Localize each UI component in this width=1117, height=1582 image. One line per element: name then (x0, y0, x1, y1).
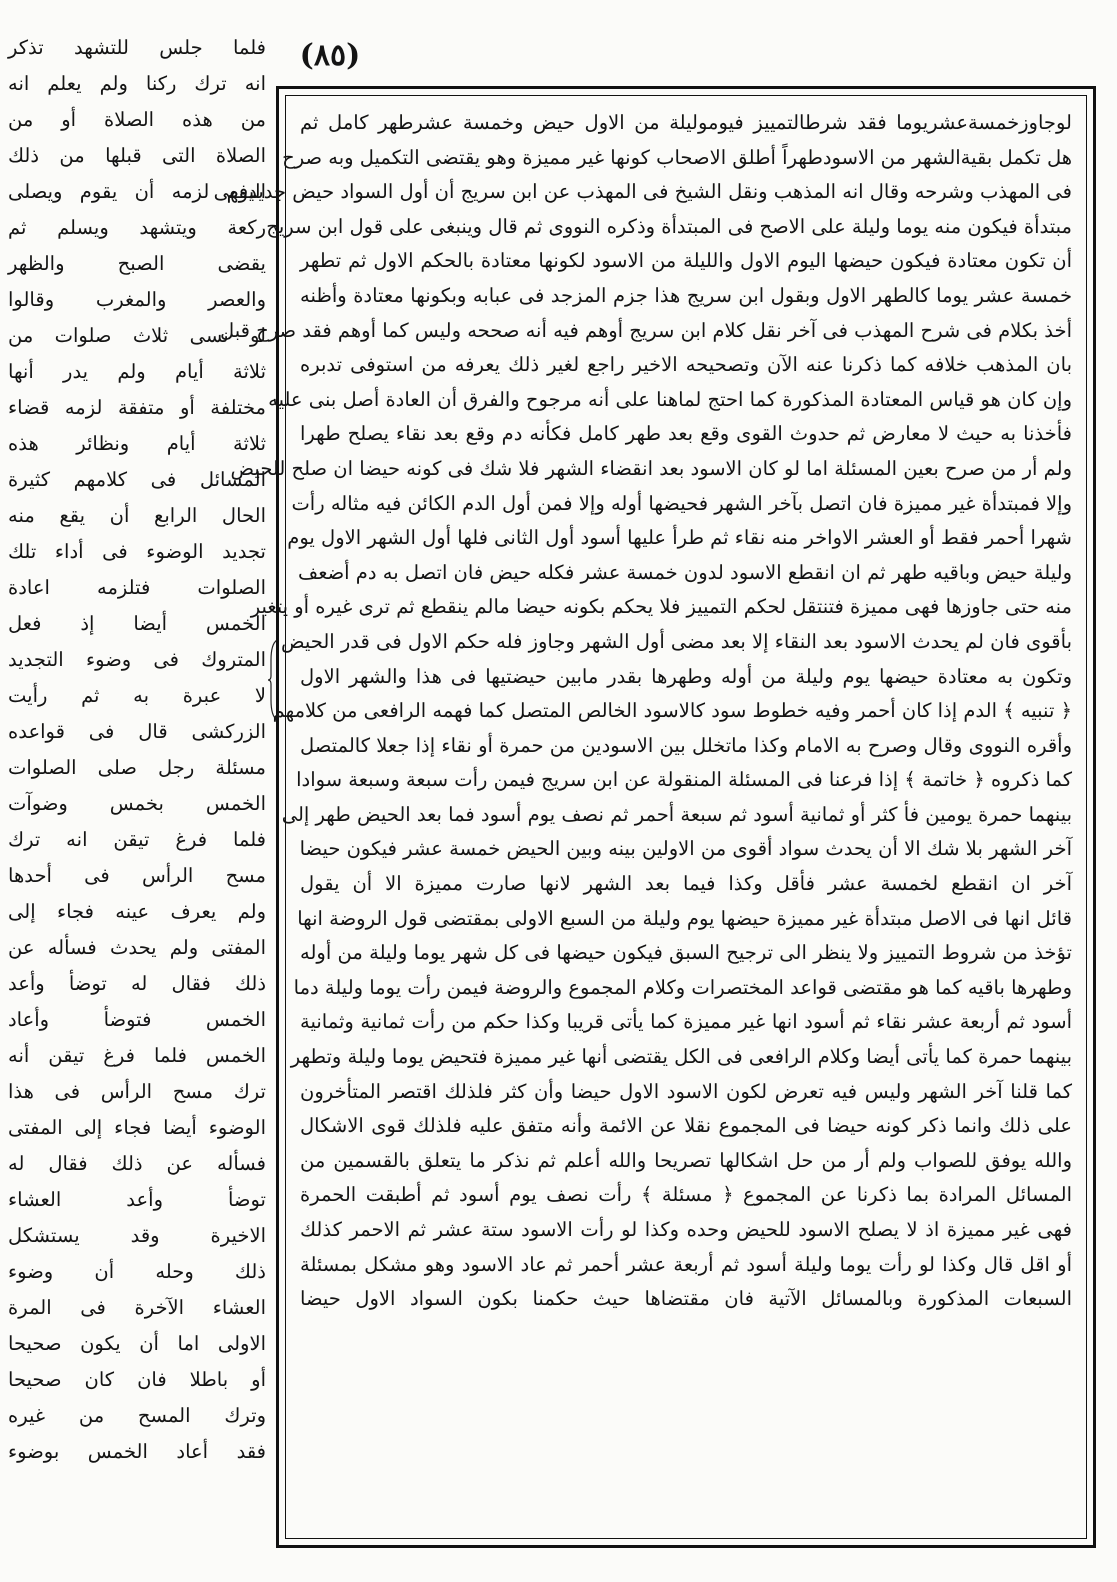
margin-text-line: الخمس بخمس وضوآت (8, 792, 266, 815)
main-text-line: فهى غير مميزة اذ لا يصلح الاسود للحيض وحده وكذا لو رأت الاسود ستة عشر ثم الاحمر كذلك (300, 1218, 1072, 1241)
main-text-line: لوجاوزخمسةعشريوما فقد شرطالتمييز فيوموليلة من الاول حيض وخمسة عشرطهر كامل ثم (300, 111, 1072, 134)
margin-text-line: الاخيرة وقد يستشكل (8, 1224, 266, 1247)
margin-text-line: فلما فرغ تيقن انه ترك (8, 828, 266, 851)
main-text-line: على ذلك وانما ذكر كونه حيضا فى المجموع نقلا عن الائمة وأنه متفق عليه فلذلك قوى الاشكال (300, 1114, 1072, 1138)
margin-text-line: من هذه الصلاة أو من (8, 108, 266, 131)
main-text-line: كما قلنا آخر الشهر وليس فيه تعرض لكون الاسود الاول حيضا وأن كثر فلذلك اقتصر المتأخرون (300, 1079, 1072, 1103)
main-text-line: فأخذنا به حيث لا معارض ثم حدوث القوى وقع بعد طهر كامل فكأنه دم وقع بعد نقاء يصلح طهرا (300, 422, 1072, 446)
margin-text-line: توضأ وأعد العشاء (8, 1188, 266, 1211)
main-text-line: المسائل المرادة بما ذكرنا عن المجموع ﴿ مسئلة ﴾ رأت نصف يوم أسود ثم أطبقت الحمرة (300, 1183, 1072, 1207)
margin-text-line: فسأله عن ذلك فقال له (8, 1152, 266, 1175)
main-text-line: هل تكمل بقيةالشهر من الاسودطهراً أطلق الاصحاب كونها غير مميزة وهو يقتضى التكميل وبه صرح (282, 145, 1072, 169)
main-text-line: تؤخذ من شروط التمييز ولا ينظر الى ترجيح السبق فيكون حيضها فى كل شهر يوما وليلة من أوله (300, 941, 1072, 965)
main-text (213, 106, 1072, 1532)
margin-text-line: ترك مسح الرأس فى هذا (8, 1080, 266, 1103)
margin-text-line: اليوم لزمه أن يقوم ويصلى (8, 180, 266, 203)
main-text-line: وأقره النووى وقال وصرح به الامام وكذا ماتخلل بين الاسودين من حمرة أو نقاء إذا جعلا كالمتصل (300, 733, 1072, 757)
margin-text-line: وترك المسح من غيره (8, 1404, 266, 1427)
margin-text-line: مختلفة أو متفقة لزمه قضاء (8, 396, 266, 419)
main-text-line: كما ذكروه ﴿ خاتمة ﴾ إذا فرعنا فى المسئلة المنقولة عن ابن سريج فيمن رأت سبعة وسبعة سوادا (296, 768, 1072, 792)
main-text-line: ولم أر من صرح بعين المسئلة اما لو كان الاسود بعد انقضاء الشهر فلا شك فى كونه حيضا ان صلح للحيض (230, 456, 1072, 480)
main-text-line: بينهما حمرة كما يأتى أيضا وكلام الرافعى فى الكل يقتضى أنها غير مميزة فتحيض يوما وليلة وتطهر (290, 1045, 1072, 1069)
margin-text-line: المفتى ولم يحدث فسأله عن (8, 936, 266, 959)
margin-text-line: ثلاثة أيام ولم يدر أنها (8, 360, 266, 383)
main-text-line: بان المذهب خلافه كما ذكرنا عنه الآن وتصحيحه الاخير راجع لغير ذلك يعرفه من استوفى تدبره (300, 353, 1072, 377)
margin-text-line: فقد أعاد الخمس بوضوء (8, 1440, 266, 1463)
main-text-line: فى المهذب وشرحه وقال انه المذهب ونقل الشيخ فى المهذب عن ابن سريج أن أول السواد حيض جديدفهى (213, 180, 1072, 204)
margin-text-line: الخمس أيضا إذ فعل (8, 612, 266, 635)
main-text-line: وإلا فمبتدأة غير مميزة فان اتصل بآخر الشهر فحيضها أوله وإلا فمن أول الدم الكائن فيه مثاله رأت (291, 491, 1072, 515)
main-text-line: وطهرها باقيه كما هو مقتضى قواعد المختصرات وكلام المجموع والروضة فيمن رأت يوما وليلة دما (293, 975, 1072, 999)
main-text-line: آخر ان انقطع لخمسة عشر فأقل وكذا فيما بعد الشهر لانها صارت مميزة الا أن يقول (300, 872, 1072, 896)
margin-text-line: المتروك فى وضوء التجديد (8, 648, 266, 671)
margin-text-line: يقضى الصبح والظهر (8, 252, 266, 275)
page-number: (٨٥) (299, 38, 361, 73)
margin-text-line: الصلاة التى قبلها من ذلك (8, 144, 266, 167)
margin-text-line: ولم يعرف عينه فجاء إلى (8, 900, 266, 923)
main-text-line: ﴿ تنبيه ﴾ الدم إذا كان أحمر وفيه خطوط سود كالاسود الخالص المتصل كما فهمه الرافعى من كلامهم (272, 699, 1072, 723)
margin-text-line: المسائل فى كلامهم كثيرة (8, 468, 266, 491)
main-text-line: أو اقل قال وكذا لو رأت يوما وليلة أسود ثم أربعة عشر أحمر ثم عاد الاسود وهو مشكل بمسئلة (300, 1252, 1072, 1276)
margin-text-line: لو نسى ثلاث صلوات من (8, 324, 266, 347)
main-text-line: قائل انها فى الاصل مبتدأة غير مميزة حيضها يوم وليلة من السبع الاولى بمقتضى قول الروضة انها (297, 906, 1072, 930)
main-text-line: بينهما حمرة يومين فأ كثر أو ثمانية أسود ثم سبعة أحمر ثم نصف يوم أسود فما بعد الحيض طهر إلى (281, 802, 1072, 826)
main-text-inner-border (213, 95, 1087, 1539)
margin-text-line: أو باطلا فان كان صحيحا (8, 1368, 266, 1391)
main-text-line: وليلة حيض وباقيه طهر ثم ان انقطع الاسود لدون خمسة عشر فكله حيض فان اتصل به دم أضعف (298, 560, 1072, 584)
margin-text-line: الخمس فلما فرغ تيقن أنه (8, 1044, 266, 1067)
main-text-frame (213, 86, 1096, 1548)
margin-text-line: الخمس فتوضأ وأعاد (8, 1008, 266, 1031)
main-text-line: شهرا أحمر فقط أو العشر الاواخر منه نقاء ثم طرأ عليها أسود أول الثانى فلها أول الشهر الاول يوم (287, 526, 1072, 550)
margin-text-line: العشاء الآخرة فى المرة (8, 1296, 266, 1319)
main-text-line: خمسة عشر يوما كالطهر الاول وبقول ابن سريج هذا جزم المزجد فى عبابه وبكونها معتادة وأظنه (300, 283, 1072, 307)
main-text-line: أسود ثم أربعة عشر نقاء ثم أسود انها غير مميزة كما يأتى قريبا وكذا حكم من رأت ثمانية وثمانية (300, 1010, 1072, 1034)
main-text-line: وإن كان هو قياس المعتادة المذكورة كما احتج لماهنا على أنه مرجوح والفرق أن العادة أصل بنى عليه (268, 387, 1072, 411)
margin-text-line: الصلوات فتلزمه اعادة (8, 576, 266, 599)
main-text-line: وتكون به معتادة حيضها يوم وليلة من أوله وطهرها بقدر مابين حيضتيها فى هذا والشهر الاول (300, 664, 1072, 688)
margin-text-line: فلما جلس للتشهد تذكر (8, 36, 266, 59)
margin-text-line: الحال الرابع أن يقع منه (8, 504, 266, 527)
main-text-line: أخذ بكلام فى شرح المهذب فى آخر نقل كلام ابن سريج أوهم فيه أنه صححه وليس كما أوهم فقد صرح قبل (220, 318, 1072, 342)
margin-text-line: الوضوء أيضا فجاء إلى المفتى (8, 1116, 266, 1139)
main-text-line: مبتدأة فيكون منه يوما وليلة على الاصح فى المبتدأة وذكره النووى ثم قال وينبغى على قول ابن سريج (266, 214, 1072, 238)
main-text-line: بأقوى فان لم يحدث الاسود بعد النقاء إلا بعد مضى أول الشهر وجاوز فله حكم الاول فى قدر الحيض (280, 629, 1072, 653)
margin-text-line: ذلك فقال له توضأ وأعد (8, 972, 266, 995)
margin-text-line: الاولى اما أن يكون صحيحا (8, 1332, 266, 1355)
margin-text-line: ذلك وحله أن وضوء (8, 1260, 266, 1283)
main-text-line: منه حتى جاوزها فهى مميزة فتنتقل لحكم التمييز فلا يحكم بكونه حيضا مالم ينقطع ثم ترى غيره أو يتغير (250, 595, 1072, 619)
margin-text-line: ثلاثة أيام ونظائر هذه (8, 432, 266, 455)
margin-text-line: مسح الرأس فى أحدها (8, 864, 266, 887)
margin-text-line: تجديد الوضوء فى أداء تلك (8, 540, 266, 563)
main-text-line: السبعات المذكورة وبالمسائل الآتية فان مقتضاها حيث حكمنا بكون السواد الاول حيضا (300, 1287, 1072, 1311)
margin-text-line: والعصر والمغرب وقالوا (8, 288, 266, 311)
margin-text-line: ركعة ويتشهد ويسلم ثم (8, 216, 266, 239)
margin-text-line: انه ترك ركنا ولم يعلم انه (8, 72, 266, 95)
margin-text-line: مسئلة رجل صلى الصلوات (8, 756, 266, 779)
main-text-line: والله يوفق للصواب ولم أر من حل اشكالها تصريحا والله أعلم ثم نذكر ما يتعلق بالقسمين من (300, 1148, 1072, 1172)
margin-text-line: لا عبرة به ثم رأيت (8, 684, 266, 707)
margin-commentary (8, 30, 266, 1550)
main-text-line: آخر الشهر بلا شك الا أن يحدث سواد أقوى من الاولين بينه وبين الحيض خمسة عشر فيكون حيضا (299, 837, 1072, 861)
main-text-line: أن تكون معتادة فيكون حيضها اليوم الاول والليلة من الاسود لكونها معتادة بالحكم الاول ثم تطهر (300, 249, 1072, 273)
margin-text-line: الزركشى قال فى قواعده (8, 720, 266, 743)
